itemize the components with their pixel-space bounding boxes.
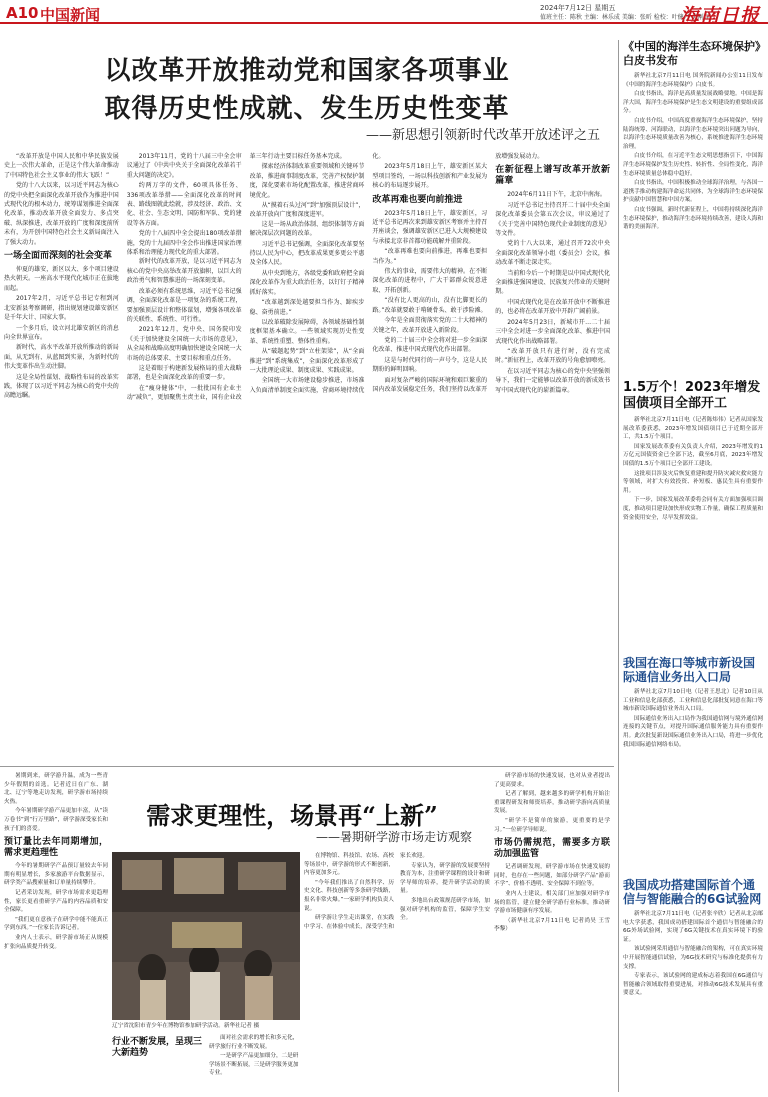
- story-marine-white-paper: [623, 40, 763, 372]
- paragraph: 业内人士表示，研学游市场正从规模扩张向品质提升转变。: [4, 934, 108, 950]
- paragraph: “今年我们推出了自然科学、历史文化、科技创新等多条研学线路，报名非常火爆。”一家研学机构负责人说。: [304, 879, 394, 912]
- paragraph: （新华社北京7月11日电 记者尚昊 王雪 李黎）: [494, 917, 610, 933]
- paragraph: 专家认为，研学游的发展要坚持教育为本，注重研学课程的设计和研学导师的培养，提升研学活动的质量。: [400, 862, 490, 895]
- story-headline: 1.5万个！2023年增发国债项目全部开工: [623, 380, 761, 411]
- story-treasury-bonds: [623, 380, 763, 648]
- paragraph: 研学游市场的快速发展，也对从业者提出了更高要求。: [494, 773, 610, 788]
- paragraph: 党的二十届三中全会将对进一步全面深化改革、推进中国式现代化作出部署。: [372, 336, 488, 354]
- page-number: A10: [6, 4, 39, 22]
- paragraph: “没有比人更高的山，没有比脚更长的路。”改革就要敢于啃硬骨头、敢于涉险滩。: [372, 297, 488, 314]
- story-headline: 《中国的海洋生态环境保护》白皮书发布: [623, 40, 761, 67]
- paragraph: 在以习近平同志为核心的党中央坚强领导下，我们一定能够以改革开放的新成效书写中国式现代化的崭新篇章。: [495, 367, 610, 394]
- paragraph: 仲夏的雄安，新区以大、多个项目建设热火朝天。一座高水平现代化城市正在拔地而起。: [4, 266, 119, 292]
- bottom-right-column: [494, 772, 610, 1092]
- issue-date: 2024年7月12日 星期五: [540, 4, 616, 12]
- paragraph: “改革再难也要向前推进，再难也要担当作为。”: [372, 248, 488, 265]
- paragraph: 习近平总书记强调，全面深化改革要坚持以人民为中心，把改革成果更多更公平惠及全体人民。: [249, 240, 365, 267]
- paragraph: 在博物馆、科技馆、农场、高校等场景中，研学游的形式不断创新，内容更加多元。: [304, 853, 394, 877]
- lead-section-heading-2: 改革再难也要向前推进: [372, 194, 463, 205]
- paragraph: 党的十八大以来，以习近平同志为核心的党中央把全面深化改革开放作为推进中国式现代化的根本动力，统筹谋划推进全面深化改革，推动改革开放全面发力、多点突破、纵深推进，改革开放的广度和深度前所未有，为开创中国特色社会主义新局面注入了强大动力。: [4, 182, 119, 246]
- paragraph: 全国统一大市场建设稳步推进，市场准入负面清单制度全面实施，营商环境持续优化。: [249, 153, 385, 394]
- story-6g-network: [623, 878, 763, 1090]
- paragraph: 白皮书指出，海洋是高质量发展战略要地。中国是海洋大国，海洋生态环境保护是生态文明建设的重要组成部分。: [623, 91, 763, 115]
- lead-subheadline: ——新思想引领新时代改革开放述评之五: [365, 128, 600, 143]
- paragraph: 2021年12月，党中央、国务院印发《关于加快建设全国统一大市场的意见》，从全局和战略高度明确加快建设全国统一大市场的总体要求、主要目标和重点任务。: [126, 326, 242, 362]
- paragraph: 新时代，高水平改革开放所推动的新局面，从无到有、从蓝图到实景，为新时代的伟大变革作出生动注脚。: [4, 344, 119, 371]
- bottom-mid-column: [304, 852, 490, 1088]
- paragraph: 多地出台政策规范研学市场，加强对研学机构的监管，保障学生安全。: [400, 897, 490, 922]
- bottom-under-photo: [112, 1034, 300, 1092]
- paragraph: 2013年11月，党的十八届三中全会审议通过了《中共中央关于全面深化改革若干重大问题的决定》。: [126, 153, 242, 179]
- paragraph: 白皮书指出，中国积极推动全球海洋治理，与各国一道携手推动构建海洋命运共同体，为全球海洋生态环境保护贡献中国智慧和中国方案。: [623, 180, 763, 204]
- paragraph: 党的十八大以来，通过召开72次中央全面深化改革领导小组（委员会）会议，推动改革不断走深走实。: [495, 240, 610, 267]
- paragraph: 中国式现代化是在改革开放中不断推进的，也必将在改革开放中开辟广阔前景。: [495, 298, 610, 316]
- paragraph: 这是着眼于构建新发展格局的重大战略部署，也是全面深化改革的重要一步。: [126, 364, 242, 382]
- lead-body: [4, 152, 610, 648]
- bottom-left-column: [4, 772, 108, 1090]
- paragraph: 白皮书介绍，中国高度重视海洋生态环境保护，坚持陆海统筹、河海联动，以海洋生态环境突出问题为导向，以海洋生态环境质量改善为核心，系统推进海洋生态环境治理。: [623, 117, 763, 150]
- paragraph: 约两万字的文件，60项具体任务、336项改革举措——全面深化改革的时间表、路线图就此绘就，涉及经济、政治、文化、社会、生态文明、国防和军队、党的建设等各方面。: [126, 182, 242, 227]
- paragraph: 这是全局性谋划、战略性布局的改革实践，体现了以习近平同志为核心的党中央的高瞻远瞩。: [4, 373, 119, 400]
- paragraph: 从“摸着石头过河”到“加强顶层设计”，改革开放向广度和深度进军。: [249, 202, 365, 219]
- photo-caption: 辽宁省沈阳市青少年在博物馆参加研学活动。新华社记者 摄: [112, 1023, 260, 1029]
- paragraph: 国家发展改革委有关负责人介绍，2023年增发的1万亿元国债资金已全部下达，截至6月底，2023年增发国债的1.5万个项目已全部开工建设。: [623, 443, 763, 467]
- paragraph: 新时代的改革开放，是以习近平同志为核心的党中央高举改革开放旗帜，以巨大的政治勇气和智慧推进的一场深刻变革。: [126, 258, 242, 285]
- paragraph: 专家表示，该试验网的建成标志着我国在6G通信与智能融合领域取得重要进展，对推动6G技术发展具有重要意义。: [623, 973, 763, 997]
- paragraph: 白皮书强调，新时代新征程上，中国将持续深化海洋生态环境保护，推动海洋生态环境持续改善，建设人海和谐的美丽海洋。: [623, 206, 763, 231]
- section-divider: [0, 766, 614, 767]
- paragraph: 这是与时代同行的一声号令，这是人民期盼的鲜明回响。: [372, 356, 488, 374]
- paragraph: 研学游让学生走出课堂，在实践中学习、在体验中成长，深受学生和家长欢迎。: [304, 853, 428, 930]
- paragraph: 下一步，国家发展改革委将会同有关方面加强项目调度，推动项目建设加快形成实物工作量，确保工程质量和资金使用安全，尽早发挥效益。: [623, 497, 763, 521]
- bottom-section-heading-2: 行业不断发展，呈现三大新趋势: [112, 1037, 203, 1058]
- bottom-section-heading-1: 预订量比去年同期增加，需求更趋理性: [4, 837, 108, 859]
- bottom-headline: 需求更理性，场景再“上新”: [146, 801, 438, 830]
- museum-photo: [112, 852, 300, 1020]
- masthead: [0, 0, 768, 27]
- lead-headline-line-2: 取得历史性成就、发生历史性变革: [104, 94, 510, 124]
- paragraph: 国际通信业务出入口局作为我国通信网与境外通信网连接的关键节点，对提升国际通信服务能力具有重要作用。此次批复新设国际通信业务出入口局，将进一步优化我国国际通信网络布局。: [623, 715, 763, 748]
- editor-credits: 值班主任：陈秋 主编：林乐成 美编：张昕 检校：叶健丹 黄刚存: [540, 14, 710, 21]
- paragraph: 暑期到来，研学游升温，成为一些青少年假期的首选。记者近日在广东、湖北、辽宁等地走访发现，研学游市场持续火热。: [4, 773, 108, 805]
- right-column: [618, 40, 764, 1092]
- story-telecom-gateway: [623, 656, 763, 870]
- lead-section-heading-3: 在新征程上谱写改革开放新篇章: [495, 165, 610, 187]
- paragraph: 这是一场从政治体制、组织体制等方面解决深层次问题的改革。: [249, 220, 365, 238]
- lead-article: [0, 26, 614, 438]
- section-title: 中国新闻: [40, 6, 101, 24]
- bottom-article: [0, 768, 614, 1097]
- bottom-section-heading-3: 市场仍需规范，需要多方联动加强监管: [494, 838, 610, 860]
- paragraph: 从中央到地方，各级党委和政府把全面深化改革作为重大政治任务，以钉钉子精神抓好落实。: [249, 269, 365, 296]
- paragraph: 党的十八届四中全会提出180项改革措施，党的十九届四中全会作出推进国家治理体系和治理能力现代化的重大部署。: [126, 230, 242, 257]
- paragraph: 记者了解到，越来越多的研学机构开始注重课程研发和师资培养，推动研学游向高质量发展。: [494, 791, 610, 815]
- paragraph: 记者调研发现，研学游市场在快速发展的同时，也存在一些问题，如部分研学产品“游而不学”、价格不透明、安全保障不到位等。: [494, 864, 610, 888]
- paragraph: 2017年2月，习近平总书记专程到河北安新县考察调研，指出规划建设雄安新区是千年大计、国家大事。: [4, 295, 119, 322]
- paragraph: 探索经济体制改革重要领域和关键环节改革，推进商事制度改革，完善产权保护制度，深化要素市场化配置改革，推进营商环境优化。: [249, 163, 365, 199]
- paragraph: 新华社北京7月11日电 国务院新闻办公室11日发布《中国的海洋生态环境保护》白皮书。: [623, 73, 763, 88]
- paragraph: 业内人士建议，相关部门应加强对研学市场的监管，建立健全研学游行业标准，推动研学游市场健康有序发展。: [494, 890, 610, 915]
- paragraph: 2024年5月23日，新城市开…二十届三中全会对进一步全面深化改革、推进中国式现代化作出战略部署。: [495, 318, 610, 345]
- paragraph: 从“破题起势”到“立柱架梁”，从“全面推进”到“系统集成”，全面深化改革形成了一大批理论成果、制度成果、实践成果。: [249, 348, 365, 374]
- paragraph: 一是研学产品更加细分，二是研学场景不断拓展，三是研学服务更加专业。: [209, 1053, 299, 1077]
- paragraph: 伟大的事业，需要伟大的精神。在不断深化改革的进程中，广大干部群众锐意进取、开拓创新。: [372, 268, 488, 294]
- paragraph: 改革必须有系统思维，习近平总书记强调，全面深化改革是一项复杂的系统工程，要加强顶层设计和整体谋划，增强各项改革的关联性、系统性、可行性。: [126, 287, 242, 323]
- paragraph: 面对社会需求的增长和多元化，研学旅行行业不断发展。: [209, 1035, 299, 1050]
- story-headline: 我国成功搭建国际首个通信与智能融合的6G试验网: [623, 878, 762, 906]
- bottom-subheadline: ——暑期研学游市场走访观察: [315, 830, 472, 844]
- paragraph: “改革开放是中国人民和中华民族发展史上一次伟大革命，正是这个伟大革命推动了中国特色社会主义事业的伟大飞跃！”: [4, 153, 119, 179]
- paragraph: “我们更在意孩子在研学中能不能真正学到东西。”一位家长告诉记者。: [4, 916, 108, 932]
- paragraph: 一个多月后，设立河北雄安新区的消息向全世界宣布。: [4, 324, 119, 341]
- paragraph: 2024年6月11日下午，北京中南海。: [507, 191, 606, 199]
- paragraph: “改革越到深处越要担当作为、蹄疾步稳、奋勇前进。”: [249, 299, 365, 316]
- paragraph: 当前和今后一个时期是以中国式现代化全面推进强国建设、民族复兴伟业的关键时期。: [495, 269, 610, 296]
- lead-headline-line-1: 以改革开放推动党和国家各项事业: [104, 56, 510, 86]
- paragraph: 记者采访发现，研学市场需求更趋理性，家长更看重研学产品的内容品质和安全保障。: [4, 889, 108, 914]
- lead-section-heading-1: 一场全面而深刻的社会变革: [4, 251, 113, 262]
- paragraph: 白皮书介绍，在习近平生态文明思想指引下，中国海洋生态环境保护发生历史性、转折性、全局性变化，海洋生态环境质量总体稳中趋好。: [623, 153, 763, 177]
- paragraph: 2023年5月18日上午，雄安新区，习近平总书记再次来到雄安新区考察并主持召开座谈会，强调雄安新区已进入大规模建设与承接北京非首都功能疏解并重阶段。: [372, 209, 488, 245]
- paragraph: 今年暑期研学游产品更加丰富，从“读万卷书”到“行万里路”，研学游深受家长和孩子们的喜爱。: [4, 808, 108, 832]
- paragraph: 该试验网采用通信与智能融合的架构，可在真实环境中开展智能通信试验，为6G技术研究与标准化提供有力支撑。: [623, 946, 763, 970]
- story-headline: 我国在海口等城市新设国际通信业务出入口局: [623, 656, 756, 684]
- paragraph: 面对复杂严峻的国际环境和艰巨繁重的国内改革发展稳定任务，我们坚持以改革开放增强发展动力。: [372, 153, 544, 393]
- paragraph: 新华社北京7月11日电（记者张辛欣）记者从北京邮电大学获悉，我国成功搭建国际首个通信与智能融合的6G外场试验网，实现了6G关键技术在真实环境下的验证。: [623, 911, 763, 943]
- paragraph: 习近平总书记主持召开二十届中央全面深化改革委员会第五次会议，审议通过了《关于完善中国特色现代企业制度的意见》等文件。: [495, 201, 610, 238]
- news-photo: [112, 852, 300, 1020]
- paragraph: 这批项目涉及灾后恢复重建和提升防灾减灾救灾能力等领域，对扩大有效投资、补短板、惠民生具有重要作用。: [623, 470, 763, 494]
- paragraph: 2023年5月18日上午，雄安新区某大型项目签约，一场以科技创新和产业发展为核心的布局逐步展开。: [372, 163, 488, 190]
- paragraph: “研学不是简单的旅游，更重要的是学习。”一位研学导师说。: [494, 817, 610, 833]
- newspaper-logo: 海南日报: [679, 5, 760, 27]
- paragraph: 新华社北京7月10日电（记者王思北）记者10日从工业和信息化部获悉，工业和信息化部批复同意在海口等城市新设国际通信业务出入口局。: [623, 689, 763, 713]
- paragraph: 新华社北京7月11日电（记者陈炜伟）记者从国家发展改革委获悉，2023年增发国债项目已于近期全部开工，共1.5万个项目。: [623, 417, 763, 441]
- paragraph: 今年的暑期研学产品预订量较去年同期有明显增长，多家旅游平台数据显示，研学类产品搜索量和订单量持续攀升。: [4, 863, 108, 887]
- paragraph: 今年是全面贯彻落实党的二十大精神的关键之年，改革开放进入新阶段。: [372, 317, 488, 334]
- paragraph: “改革开放只有进行时，没有完成时。”新征程上，改革开放的号角愈加嘹亮。: [495, 347, 610, 365]
- paragraph: 以改革破除发展障碍，各领域基础性制度框架基本确立。一些领域实现历史性变革、系统性重塑、整体性重构。: [249, 318, 365, 345]
- paragraph: 在“瘦身健体”中，一批批国有企业主动“减负”，更加聚焦主责主业，国有企业改革三年行动主要目标任务基本完成。: [126, 153, 346, 402]
